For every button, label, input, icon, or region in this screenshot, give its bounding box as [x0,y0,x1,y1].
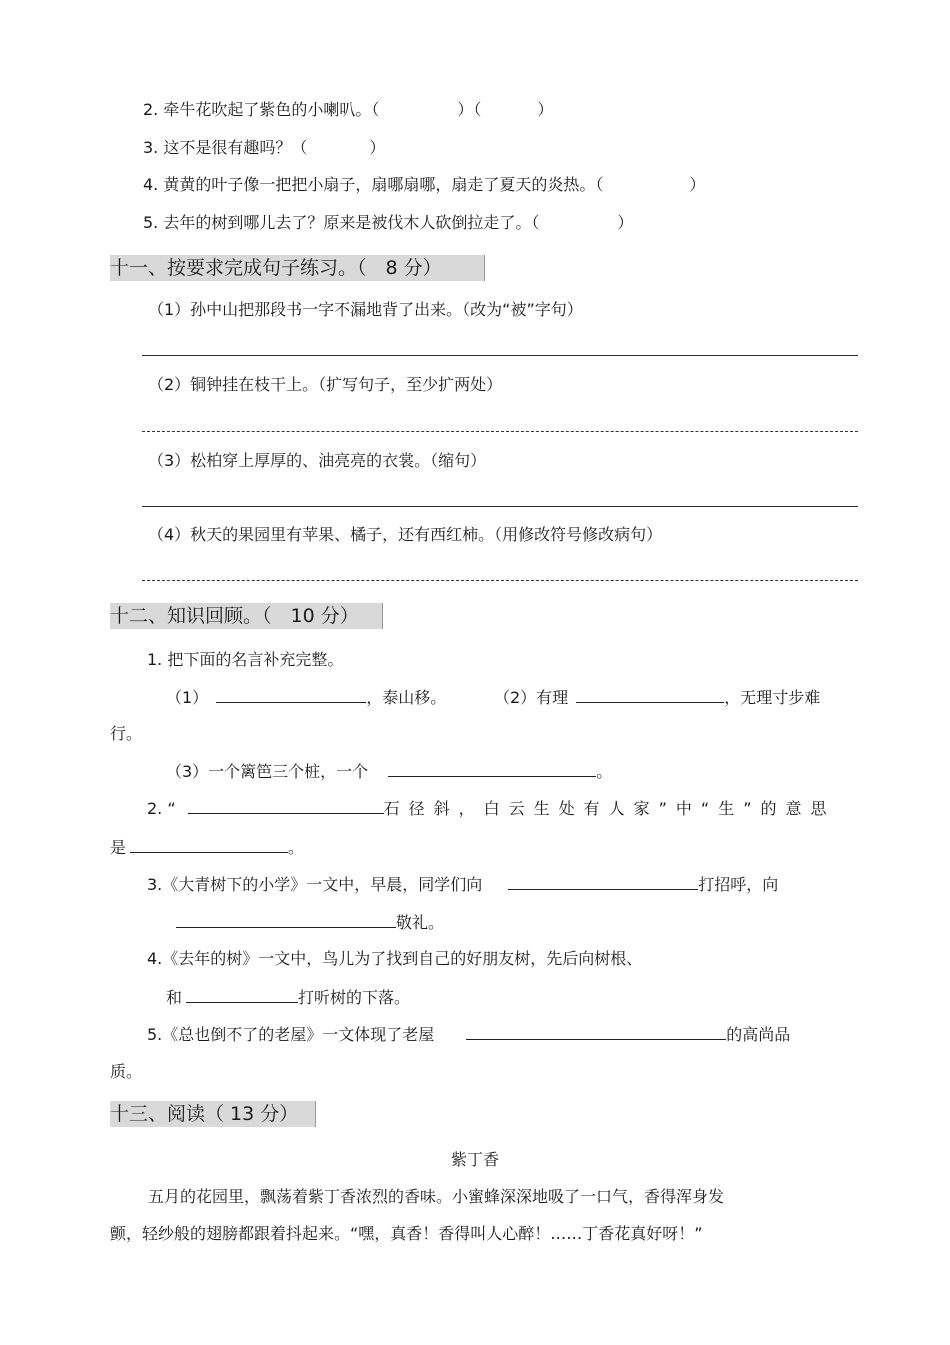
section-12-heading: 十二、知识回顾。（ 10 分） [110,603,383,629]
q12-1-a [166,686,446,709]
q12-3-cont [176,911,444,934]
q12-5-text-2: 的高尚品 [726,1025,791,1044]
q12-2-text: 石径斜，白云生处有人家”中“生”的意思 [383,799,836,818]
q12-1-c-blank[interactable] [388,760,596,777]
q12-1-c-text: （3）一个篱笆三个桩，一个 [166,762,369,781]
q12-2-open: 2. “ [147,799,176,818]
q12-3-blank-1[interactable] [508,873,698,890]
q12-1-a-blank[interactable] [216,686,366,703]
q11-answer-line-3[interactable] [142,506,858,507]
q10-4-text: 4. 黄黄的叶子像一把把小扇子，扇哪扇哪，扇走了夏天的炎热。（ [143,175,604,194]
q12-2-cont [110,836,304,859]
q11-item-2: （2）铜钟挂在枝干上。（扩写句子，至少扩两处） [148,375,503,394]
q12-3-blank-2[interactable] [176,911,396,928]
q12-1-b-label: （2）有理 [494,688,569,707]
q11-answer-line-1[interactable] [142,355,858,356]
q12-2 [147,797,836,820]
q12-1-b-text: ，无理寸步难 [724,688,821,707]
q12-3-end: 敬礼。 [396,913,445,932]
q11-item-3: （3）松柏穿上厚厚的、油亮亮的衣裳。（缩句） [148,451,487,470]
q12-5-cont: 质。 [110,1062,143,1081]
q12-4-and: 和 [166,988,183,1007]
q12-2-end: 。 [288,838,305,857]
q12-1-b-blank[interactable] [576,686,724,703]
q10-4 [143,174,705,196]
q12-2-is: 是 [110,838,127,857]
q12-5-blank[interactable] [466,1023,726,1040]
q10-2-text: 2. 牵牛花吹起了紫色的小喇叭。（ [143,100,380,119]
q12-4-blank[interactable] [186,986,298,1003]
q11-answer-line-4[interactable] [142,580,858,581]
q12-3-text: 3.《大青树下的小学》一文中，早晨，同学们向 [147,875,483,894]
q12-1-a-text: ，泰山移。 [366,688,447,707]
q10-5 [143,212,633,234]
reading-paragraph-line-1: 五月的花园里，飘荡着紫丁香浓烈的香味。小蜜蜂深深地吸了一口气，香得浑身发 [148,1187,725,1206]
q10-4-end: ） [689,175,706,194]
q12-3-text-2: 打招呼，向 [698,875,779,894]
q12-5 [147,1023,790,1046]
q11-item-1: （1）孙中山把那段书一字不漏地背了出来。（改为“被”字句） [148,300,583,319]
reading-paragraph-line-2: 颤，轻纱般的翅膀都跟着抖起来。“嘿，真香！香得叫人心醉！……丁香花真好呀！” [110,1224,703,1243]
q12-1-b [494,686,820,709]
section-11-heading: 十一、按要求完成句子练习。（ 8 分） [110,255,485,281]
q12-1-a-label: （1） [166,688,209,707]
q10-2 [143,99,553,121]
q12-4-cont [166,986,410,1009]
q12-4: 4.《去年的树》一文中，鸟儿为了找到自己的好朋友树，先后向树根、 [147,949,643,968]
q10-2-mid: ）（ [457,100,482,119]
q10-3-end: ） [369,138,386,157]
q12-4-end: 打听树的下落。 [298,988,411,1007]
section-13-heading: 十三、阅读（ 13 分） [110,1101,316,1127]
q10-2-end: ） [537,100,554,119]
q12-5-text: 5.《总也倒不了的老屋》一文体现了老屋 [147,1025,435,1044]
q12-2-blank[interactable] [188,797,384,814]
q12-1-c [166,760,612,783]
q12-2-meaning-blank[interactable] [130,836,288,853]
q12-1: 1. 把下面的名言补充完整。 [147,650,344,669]
q11-answer-line-2[interactable] [142,431,858,432]
q10-5-end: ） [617,213,634,232]
q10-5-text: 5. 去年的树到哪儿去了？原来是被伐木人砍倒拉走了。（ [143,213,540,232]
q10-3-text: 3. 这不是很有趣吗？（ [143,138,308,157]
reading-title: 紫丁香 [450,1150,499,1169]
q10-3 [143,137,385,159]
q12-1-c-end: 。 [596,762,613,781]
q12-3 [147,873,778,896]
q11-item-4: （4）秋天的果园里有苹果、橘子，还有西红柿。（用修改符号修改病句） [148,525,663,544]
q12-1-b-cont: 行。 [110,724,143,743]
